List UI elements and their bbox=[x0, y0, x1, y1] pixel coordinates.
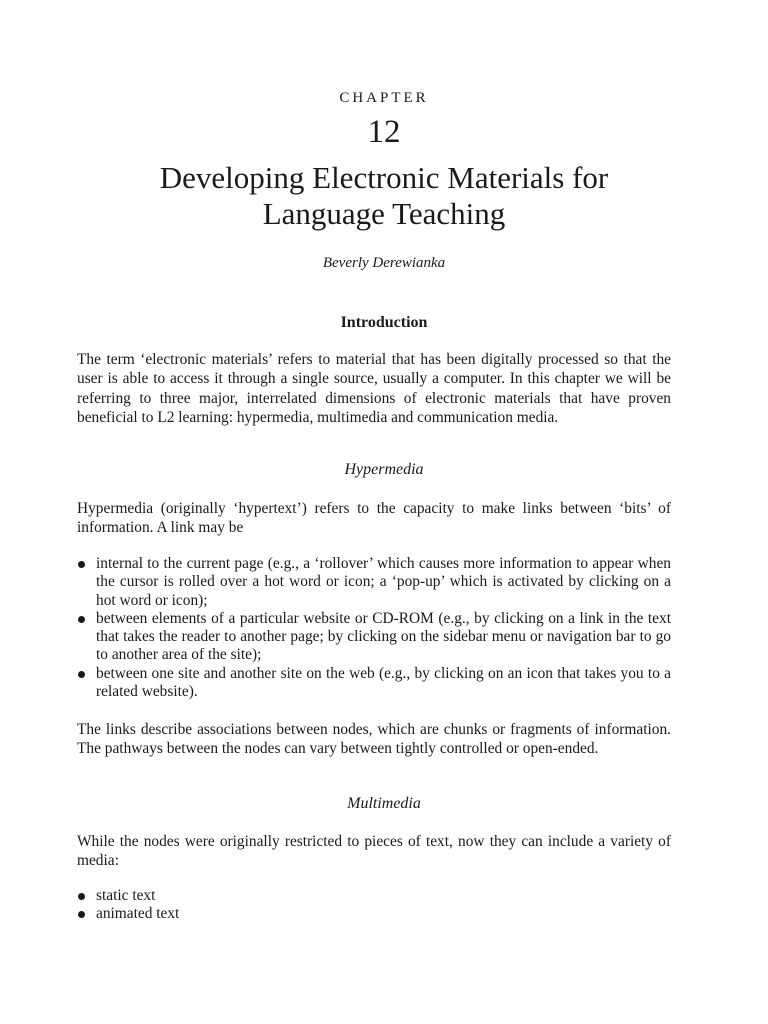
bullet-icon bbox=[78, 616, 85, 623]
hypermedia-closing-paragraph: The links describe associations between nodes, which are chunks or fragments of information. The pathways between the nodes can vary between tightly controlled or open-ended. bbox=[77, 721, 671, 758]
bullet-icon bbox=[78, 893, 85, 900]
multimedia-heading: Multimedia bbox=[347, 795, 421, 812]
introduction-heading: Introduction bbox=[340, 314, 428, 331]
multimedia-paragraph: While the nodes were originally restricted to pieces of text, now they can include a variety of media: bbox=[77, 833, 671, 870]
hypermedia-paragraph: Hypermedia (originally ‘hypertext’) refers to the capacity to make links between ‘bits’ of information. A link may be bbox=[77, 500, 671, 537]
list-item bbox=[77, 905, 671, 923]
bullet-icon bbox=[78, 911, 85, 918]
multimedia-media-list bbox=[77, 887, 671, 924]
list-item-text: animated text bbox=[96, 905, 180, 923]
list-item bbox=[77, 887, 671, 905]
list-item bbox=[77, 610, 671, 665]
hypermedia-heading: Hypermedia bbox=[344, 461, 424, 478]
introduction-paragraph: The term ‘electronic materials’ refers to material that has been digitally processed so that the user is able to access it through a single source, usually a computer. In this chapter we will be referring to three major, interrelated dimensions of electronic materials that have proven beneficial to L2 learning: hypermedia, multimedia and communication media. bbox=[77, 351, 671, 426]
author-name: Beverly Derewianka bbox=[322, 255, 446, 271]
chapter-title-line-1: Developing Electronic Materials for bbox=[159, 160, 609, 195]
bullet-icon bbox=[78, 671, 85, 678]
chapter-title-line-2: Language Teaching bbox=[262, 196, 506, 231]
hypermedia-link-list bbox=[77, 555, 671, 701]
list-item bbox=[77, 665, 671, 702]
list-item-text: internal to the current page (e.g., a ‘rollover’ which causes more information to appear when the cursor is rolled over a hot word or icon; a ‘pop-up’ which is activated by clicking on a hot word or icon); bbox=[96, 555, 671, 609]
list-item-text: between one site and another site on the web (e.g., by clicking on an icon that takes you to a related website). bbox=[96, 664, 671, 701]
chapter-number: 12 bbox=[367, 114, 401, 150]
list-item bbox=[77, 555, 671, 610]
bullet-icon bbox=[78, 561, 85, 568]
chapter-title bbox=[90, 160, 678, 232]
list-item-text: static text bbox=[96, 887, 156, 904]
chapter-label: CHAPTER bbox=[339, 90, 429, 106]
list-item-text: between elements of a particular website or CD-ROM (e.g., by clicking on a link in the text that takes the reader to another page; by clicking on the sidebar menu or navigation bar to go to another area of the site); bbox=[96, 609, 671, 664]
